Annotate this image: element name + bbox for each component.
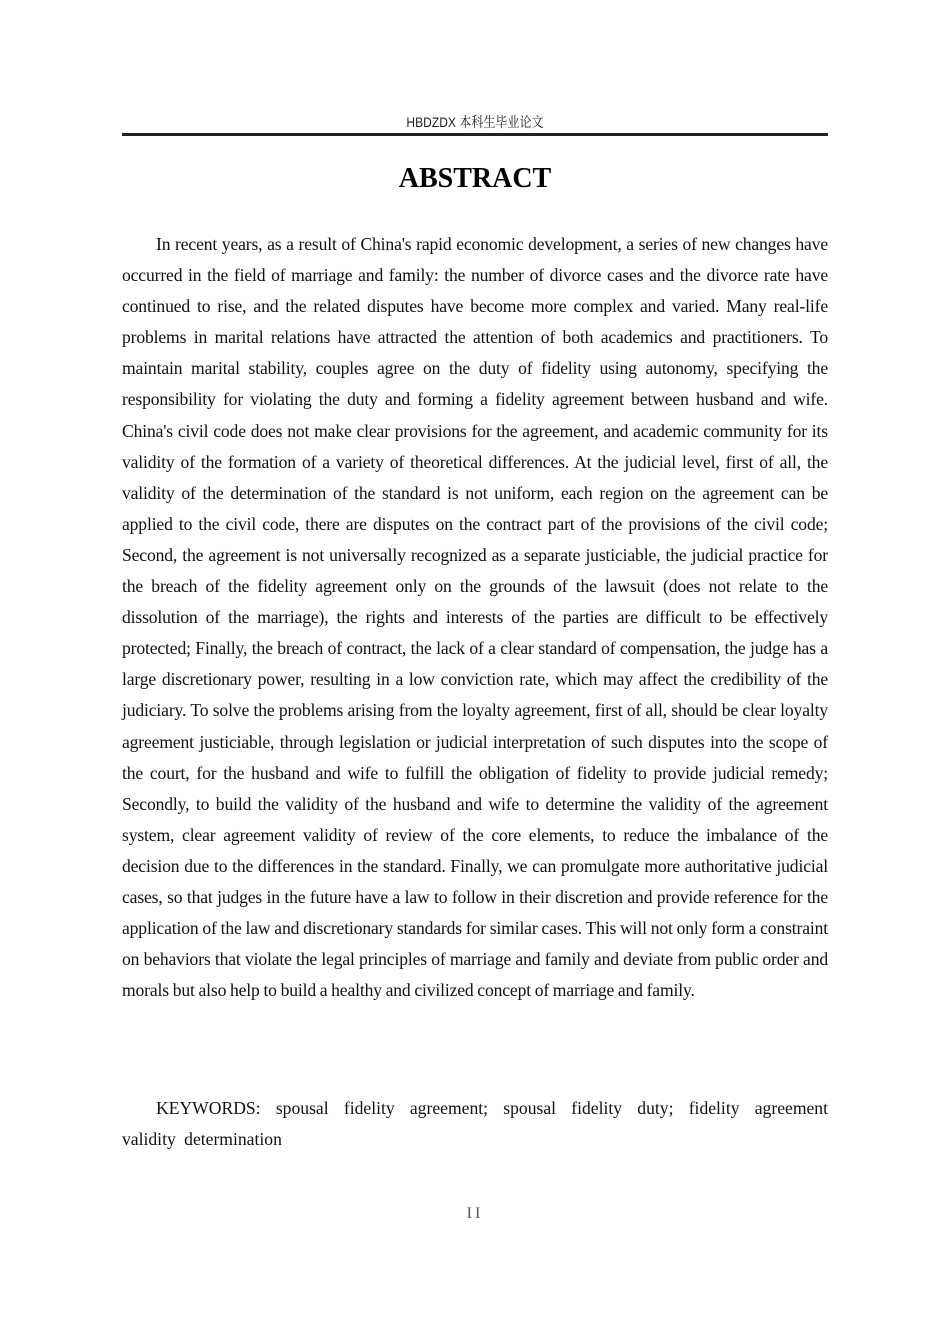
- page-title: ABSTRACT: [398, 163, 552, 194]
- keywords-paragraph: [122, 1093, 828, 1155]
- keywords-text: spousal fidelity agreement; spousal fidelity duty; fidelity agreement validity determination: [122, 1098, 828, 1150]
- header-rule: [122, 133, 828, 136]
- abstract-paragraph: In recent years, as a result of China's rapid economic development, a series of new changes have occurred in the field of marriage and family: the number of divorce cases and the divorce rate have continued to rise, and the related disputes have become more complex and varied. Many real-life problems in marital relations have attracted the attention of both academics and practitioners. To maintain marital stability, couples agree on the duty of fidelity using autonomy, specifying the responsibility for violating the duty and forming a fidelity agreement between husband and wife. China's civil code does not make clear provisions for the agreement, and academic community for its validity of the formation of a variety of theoretical differences. At the judicial level, first of all, the validity of the determination of the standard is not uniform, each region on the agreement can be applied to the civil code, there are disputes on the contract part of the provisions of the civil code; Second, the agreement is not universally recognized as a separate justiciable, the judicial practice for the breach of the fidelity agreement only on the grounds of the lawsuit (does not relate to the dissolution of the marriage), the rights and interests of the parties are difficult to be effectively protected; Finally, the breach of contract, the lack of a clear standard of compensation, the judge has a large discretionary power, resulting in a low conviction rate, which may affect the credibility of the judiciary. To solve the problems arising from the loyalty agreement, first of all, should be clear loyalty agreement justiciable, through legislation or judicial interpretation of such disputes into the scope of the court, for the husband and wife to fulfill the obligation of fidelity to provide judicial remedy; Secondly, to build the validity of the husband and wife to determine the validity of the agreement system, clear agreement validity of review of the core elements, to reduce the imbalance of the decision due to the differences in the standard. Finally, we can promulgate more authoritative judicial cases, so that judges in the future have a law to follow in their discretion and provide reference for the application of the law and discretionary standards for similar cases. This will not only form a constraint on behaviors that violate the legal principles of marriage and family and deviate from public order and morals but also help to build a healthy and civilized concept of marriage and family.: [122, 234, 828, 1001]
- keywords-label: KEYWORDS:: [156, 1098, 261, 1118]
- running-header: HBDZDX 本科生毕业论文: [406, 114, 544, 130]
- page-number: II: [466, 1205, 484, 1222]
